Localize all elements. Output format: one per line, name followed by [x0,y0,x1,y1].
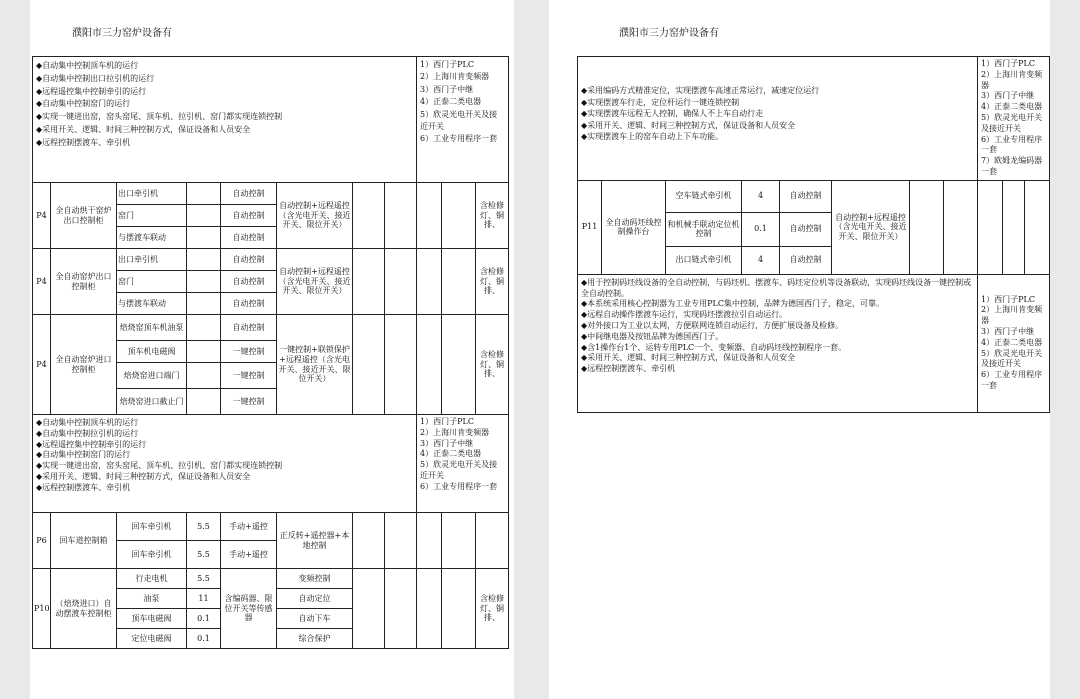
item-name: 和机械手联动定位机控制 [666,212,742,246]
feature-line: ◆实现一键进出窑，窑头窑尾、顶车机、拉引机、窑门都实现连锁控制 [36,112,283,122]
function-desc: 自动定位 [277,589,353,609]
brand-line: 4）正泰二类电器 [420,449,482,459]
item-name: 焙烧窑进口截止门 [117,389,187,415]
brand-line: 5）欣灵光电开关及接近开关 [420,109,498,131]
item-name: 定位电磁阀 [117,629,187,649]
item-name: 窑门 [117,271,187,293]
document-page-left [30,0,514,699]
brand-line: 2）上海川肯变频器 [981,305,1043,326]
feature-line: ◆采用开关、逻辑、时间三种控制方式，保证设备和人员安全 [36,471,251,481]
brand-line: 4）正泰二类电器 [420,97,482,107]
feature-line: ◆采用开关、逻辑、时间三种控制方式，保证设备和人员安全 [581,353,796,363]
brand-line: 1）西门子PLC [981,59,1035,68]
control-mode: 自动控制 [221,249,277,271]
feature-line: ◆用于控制码坯线设备的全自动控制，与码坯机、摆渡车、码坯定位机等设备联动，实现码坯线设备一键控制或全自动控制。 [581,277,972,298]
brand-line: 6）工业专用程序一套 [420,481,498,491]
cabinet-name: （焙烧进口）自动摆渡车控制柜 [51,569,117,649]
brand-line: 3）西门子中继 [981,327,1035,337]
page-header: 濮阳市三力窑炉设备有 [619,28,719,39]
cabinet-code: P6 [33,513,51,569]
page-header: 濮阳市三力窑炉设备有 [72,28,172,39]
item-name: 出口牵引机 [117,183,187,205]
control-mode: 含编码器、限位开关等传感器 [221,569,277,649]
cabinet-code: P4 [33,315,51,415]
function-desc: 自动控制+远程遥控（含光电开关、接近开关、限位开关） [832,180,910,274]
power-value: 0.1 [187,609,221,629]
brand-line: 1）西门子PLC [420,417,474,426]
item-name: 窑门 [117,205,187,227]
feature-line: ◆远程控制摆渡车、牵引机 [36,482,131,492]
brand-list [417,415,509,513]
feature-line: ◆对外接口为工业以太网，方便联网连锁自动运行，方便扩展设备及检修。 [581,320,844,330]
feature-line: ◆本系统采用核心控制器为工业专用PLC集中控制，品牌为德国西门子，稳定，可靠。 ◆远程自动操作摆渡车运行，实现码坯摆渡拉引自动运行。 [581,299,968,320]
brand-line: 3）西门子中继 [420,438,474,448]
brand-line: 4）正泰二类电器 [981,337,1043,347]
item-name: 顶车电磁阀 [117,609,187,629]
function-desc: 自动控制+远程遥控（含光电开关、接近开关、限位开关） [277,249,353,315]
control-mode: 自动控制 [221,227,277,249]
item-name: 出口牵引机 [117,249,187,271]
quantity-value: 0.1 [742,212,780,246]
power-value: 11 [187,589,221,609]
item-name: 与摆渡车联动 [117,293,187,315]
brand-line: 3）西门子中继 [981,91,1035,101]
brand-line: 1）西门子PLC [420,60,474,69]
power-value: 0.1 [187,629,221,649]
feature-list [33,57,417,183]
control-mode: 自动控制 [780,180,832,212]
brand-line: 6）工业专用程序一套 [981,370,1043,391]
feature-line: ◆自动集中控制窑门的运行 [36,99,131,109]
function-desc: 自动下车 [277,609,353,629]
feature-line: ◆自动集中控制出口拉引机的运行 [36,73,155,83]
brand-line: 3）西门子中继 [420,84,474,94]
extra-desc: 含检修灯、铜排、 [476,569,509,649]
feature-line: ◆实现摆渡车行走，定位杆运行一键连锁控制 [581,97,740,107]
feature-line: ◆采用编码方式精准定位，实现摆渡车高速正常运行，减速定位运行 [581,86,820,95]
extra-desc: 含检修灯、铜排、 [476,183,509,249]
control-mode: 手动+遥控 [221,513,277,541]
item-name: 与摆渡车联动 [117,227,187,249]
feature-line: ◆采用开关、逻辑、时间三种控制方式，保证设备和人员安全 [581,120,796,130]
brand-line: 2）上海川肯变频器 [981,69,1043,90]
cabinet-code: P4 [33,183,51,249]
item-name: 焙烧窑顶车机油泵 [117,315,187,341]
control-mode: 自动控制 [780,246,832,274]
item-name: 出口链式牵引机 [666,246,742,274]
extra-desc: 含检修灯、铜排、 [476,315,509,415]
cabinet-name: 全自动烘干窑炉出口控制柜 [51,183,117,249]
function-desc: 综合保护 [277,629,353,649]
spec-table-right [577,56,1050,413]
brand-line: 7）欧姆龙编码器一套 [981,156,1043,176]
function-desc: 自动控制+远程遥控（含光电开关、接近开关、限位开关） [277,183,353,249]
brand-line: 5）欣灵光电开关及接近开关 [981,112,1043,133]
cabinet-name: 全自动码坯线控制操作台 [602,180,666,274]
control-mode: 自动控制 [221,183,277,205]
brand-line: 5）欣灵光电开关及接近开关 [420,460,498,480]
brand-line: 6）工业专用程序一套 [420,134,498,144]
quantity-value: 4 [742,180,780,212]
feature-line: ◆自动集中控制顶车机的运行 [36,61,139,70]
power-value: 5.5 [187,569,221,589]
control-mode: 自动控制 [221,271,277,293]
control-mode: 一键控制 [221,341,277,363]
control-mode: 自动控制 [780,212,832,246]
feature-list [33,415,417,513]
function-desc: 一键控制+联锁保护+远程遥控（含光电开关、接近开关、限位开关） [277,315,353,415]
quantity-value: 4 [742,246,780,274]
cabinet-name: 全自动窑炉进口控制柜 [51,315,117,415]
control-mode: 手动+遥控 [221,541,277,569]
brand-list [978,57,1050,181]
function-desc: 变频控制 [277,569,353,589]
brand-list [978,274,1050,412]
item-name: 顶车机电磁阀 [117,341,187,363]
item-name: 回车牵引机 [117,513,187,541]
control-mode: 自动控制 [221,293,277,315]
document-page-right [549,0,1050,699]
feature-line: ◆含1操作台1个、运转专用PLC一个、变频器、自动码坯线控制程序一套。 [581,342,847,352]
control-mode: 一键控制 [221,389,277,415]
item-name: 焙烧窑进口端门 [117,363,187,389]
brand-line: 5）欣灵光电开关及接近开关 [981,348,1043,369]
feature-line: ◆自动集中控制窑门的运行 [36,450,131,460]
cabinet-code: P10 [33,569,51,649]
feature-line: ◆实现一键进出窑，窑头窑尾、顶车机、拉引机、窑门都实现连锁控制 [36,461,283,471]
feature-list [578,274,978,412]
control-mode: 自动控制 [221,205,277,227]
brand-list [417,57,509,183]
cabinet-code: P11 [578,180,602,274]
feature-line: ◆自动集中控制拉引机的运行 [36,428,139,438]
cabinet-name: 全自动窑炉出口控制柜 [51,249,117,315]
cabinet-name: 回车道控制箱 [51,513,117,569]
extra-desc: 含检修灯、铜排、 [476,249,509,315]
brand-line: 4）正泰二类电器 [981,102,1043,112]
feature-line: ◆自动集中控制顶车机的运行 [36,418,139,427]
item-name: 油泵 [117,589,187,609]
feature-line: ◆实现摆渡车远程无人控制，确保人不上车自动行走 [581,109,764,119]
cabinet-code: P4 [33,249,51,315]
control-mode: 一键控制 [221,363,277,389]
brand-line: 2）上海川肯变频器 [420,72,490,82]
feature-line: ◆实现摆渡车上的窑车自动上下车功能。 [581,132,724,142]
item-name: 空车链式牵引机 [666,180,742,212]
control-mode: 自动控制 [221,315,277,341]
item-name: 回车牵引机 [117,541,187,569]
power-value: 5.5 [187,541,221,569]
spec-table-left [32,56,509,649]
feature-line: ◆远程遥控集中控制牵引的运行 [36,86,147,96]
feature-line: ◆采用开关、逻辑、时间三种控制方式，保证设备和人员安全 [36,124,251,134]
feature-list [578,57,978,181]
power-value: 5.5 [187,513,221,541]
brand-line: 6）工业专用程序一套 [981,134,1043,155]
brand-line: 1）西门子PLC [981,294,1035,304]
feature-line: ◆中间继电器及按钮品牌为德国西门子。 [581,331,724,341]
feature-line: ◆远程控制摆渡车、牵引机 [581,364,676,374]
feature-line: ◆远程控制摆渡车、牵引机 [36,137,131,147]
item-name: 行走电机 [117,569,187,589]
brand-line: 2）上海川肯变频器 [420,427,490,437]
function-desc: 正反转+遥控器+本地控制 [277,513,353,569]
feature-line: ◆远程遥控集中控制牵引的运行 [36,439,147,449]
